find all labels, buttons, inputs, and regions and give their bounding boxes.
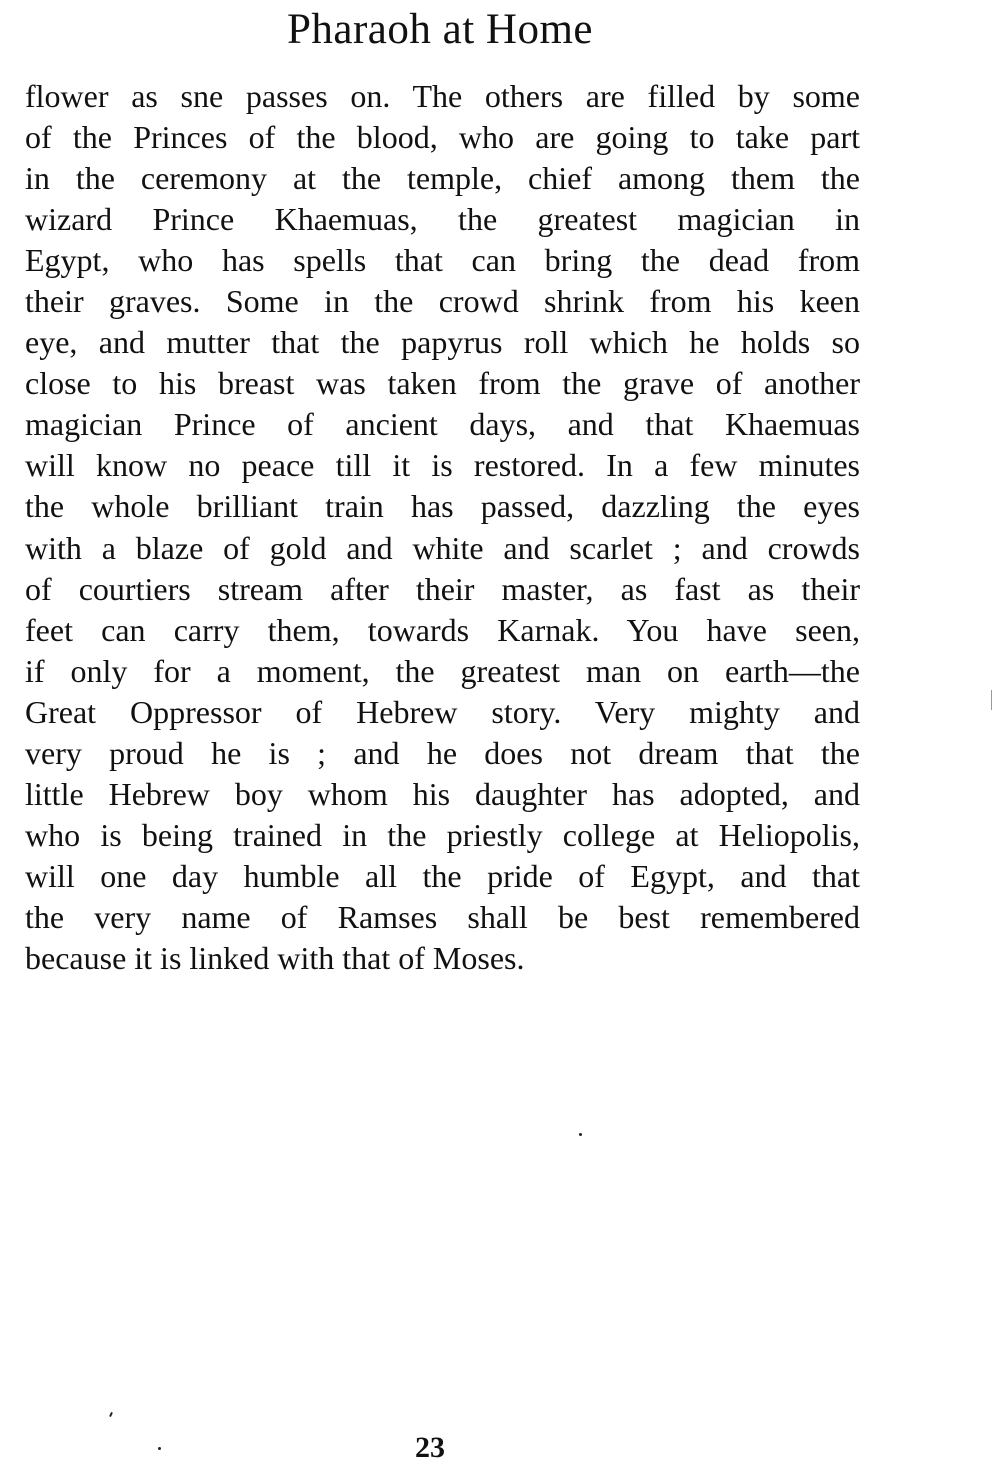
text-line: Great Oppressor of Hebrew story. Very mighty and xyxy=(25,693,860,730)
text-line: very proud he is ; and he does not dream that the xyxy=(25,734,860,771)
text-line: their graves. Some in the crowd shrink from his keen xyxy=(25,283,860,320)
scan-speck xyxy=(158,1447,161,1450)
text-line: flower as sne passes on. The others are filled by some xyxy=(25,78,860,114)
text-line: eye, and mutter that the papyrus roll which he holds so xyxy=(25,324,860,361)
text-line: with a blaze of gold and white and scarlet ; and crowds xyxy=(25,529,860,566)
text-line: wizard Prince Khaemuas, the greatest magician in xyxy=(25,201,860,238)
body-text xyxy=(25,76,860,979)
scan-speck xyxy=(991,690,992,710)
running-head: Pharaoh at Home xyxy=(286,6,594,53)
text-line: magician Prince of ancient days, and that Khaemuas xyxy=(25,406,860,443)
text-line: of courtiers stream after their master, as fast as their xyxy=(25,570,860,607)
text-line: in the ceremony at the temple, chief among them the xyxy=(25,160,860,197)
text-line: the whole brilliant train has passed, dazzling the eyes xyxy=(25,488,860,525)
text-line: will one day humble all the pride of Egypt, and that xyxy=(25,857,860,894)
text-line: the very name of Ramses shall be best remembered xyxy=(25,898,860,935)
text-line: Egypt, who has spells that can bring the dead from xyxy=(25,242,860,279)
scan-speck xyxy=(109,1412,113,1417)
text-line: will know no peace till it is restored. In a few minutes xyxy=(25,447,860,484)
text-line: if only for a moment, the greatest man on earth—the xyxy=(25,652,860,689)
text-line: of the Princes of the blood, who are going to take part xyxy=(25,119,860,156)
text-line: feet can carry them, towards Karnak. You have seen, xyxy=(25,611,860,648)
text-line: who is being trained in the priestly college at Heliopolis, xyxy=(25,816,860,853)
text-line: little Hebrew boy whom his daughter has adopted, and xyxy=(25,775,860,812)
text-line: close to his breast was taken from the grave of another xyxy=(25,365,860,402)
scan-speck xyxy=(579,1133,582,1136)
text-line: because it is linked with that of Moses. xyxy=(25,939,525,976)
page-number: 23 xyxy=(415,1431,445,1464)
